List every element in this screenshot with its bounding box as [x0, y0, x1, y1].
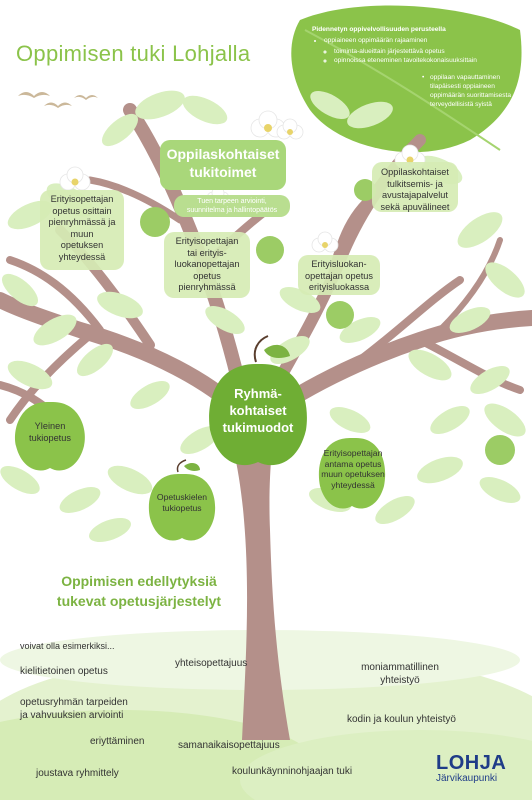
general-tutoring-apple	[16, 421, 84, 444]
heading-line: tukevat opetusjärjestelyt	[56, 592, 222, 609]
apple-line: tukiopetus	[29, 432, 71, 443]
subtitle-line: Tuen tarpeen arviointi,	[197, 198, 267, 205]
branch-line: erityisluokassa	[308, 282, 370, 292]
small-group-teacher-text	[40, 194, 124, 263]
item-line: moniammatillinen	[361, 662, 439, 673]
branch-line: yhteydessä	[58, 251, 106, 262]
logo-name: LOHJA	[436, 752, 507, 774]
individual-support-title	[160, 146, 286, 181]
lohja-logo	[436, 752, 506, 784]
individual-title-line: Oppilaskohtaiset	[166, 146, 280, 162]
arrangement-guidance: koulunkäynninohjaajan tuki	[232, 766, 353, 777]
branch-line: sekä apuvälineet	[380, 201, 450, 212]
group-line: kohtaiset	[229, 402, 287, 418]
arrangement-language-teaching: kielitietoinen opetus	[20, 666, 108, 677]
branch-line: Oppilaskohtaiset	[381, 167, 449, 177]
apple-line: muun opetuksen	[321, 469, 385, 480]
leaf-note-subitem: ◦ toiminta-alueittain järjestettävä opetus	[334, 48, 522, 57]
subtitle-line: suunnitelma ja hallintopäätös	[186, 207, 278, 215]
branch-line: muun	[70, 228, 94, 239]
group-line: Ryhmä-	[234, 386, 282, 401]
apple-line: Opetuskielen	[156, 492, 208, 502]
branch-line: pienryhmässä ja	[48, 217, 116, 227]
logo-subtitle: Järvikaupunki	[436, 773, 498, 784]
branch-line: avustajapalvelut	[382, 190, 448, 200]
interpretation-services-text	[372, 167, 458, 213]
class-teacher-text	[164, 236, 250, 294]
page-title: Oppimisen tuki Lohjalla	[16, 41, 251, 66]
item-line: yhteistyö	[380, 674, 420, 686]
language-tutoring-apple	[150, 492, 214, 513]
branch-line: opetuksen	[60, 240, 104, 250]
item-line: opetusryhmän tarpeiden	[20, 697, 128, 708]
apple-line: tukiopetus	[162, 502, 202, 513]
apple-line: antama opetus	[324, 458, 382, 469]
arrangement-differentiation: eriyttäminen	[90, 736, 145, 747]
group-support-title	[210, 386, 306, 437]
branch-line: opetus osittain	[52, 205, 112, 216]
branch-line: tai erityis-	[187, 247, 227, 258]
arrangements-intro: voivat olla esimerkiksi...	[20, 641, 115, 651]
arrangements-heading	[24, 572, 254, 611]
apple-line: Yleinen	[34, 421, 66, 431]
leaf-note-extra-text: oppilaan vapauttaminen tilapäisesti oppiaineen oppimäärän suorittamisesta terveydellisistä syistä	[430, 74, 511, 108]
arrangement-assessment	[20, 697, 128, 722]
branch-line: Erityisopettajan	[50, 194, 114, 204]
individual-support-subtitle	[174, 197, 290, 215]
arrangement-home-school: kodin ja koulun yhteistyö	[347, 714, 456, 725]
leaf-note-subitem: ◦ opinnoissa eteneminen tavoitekokonaisuuksittain	[334, 57, 522, 66]
leaf-note-extra: • oppilaan vapauttaminen tilapäisesti oppiaineen oppimäärän suorittamisesta terveydellisistä syistä	[422, 74, 511, 108]
leaf-note-item	[324, 37, 522, 66]
apple-line: Erityisopettajan	[323, 448, 383, 458]
birds-icon	[18, 92, 98, 108]
branch-line: Erityisluokan-	[311, 259, 367, 269]
branch-line: luokanopettajan	[174, 259, 240, 269]
leaf-note-list	[312, 37, 522, 66]
branch-line: Erityisopettajan	[175, 236, 239, 246]
special-teacher-other-apple	[318, 448, 388, 491]
arrangement-multiprofessional	[330, 662, 470, 687]
leaf-note-heading: Pidennetyn oppivelvollisuuden perusteella	[312, 26, 446, 33]
heading-line: Oppimisen edellytyksiä	[61, 573, 217, 589]
arrangement-co-teaching: yhteisopettajuus	[175, 658, 248, 669]
branch-line: opettajan opetus	[305, 270, 373, 281]
item-line: ja vahvuuksien arviointi	[20, 709, 124, 721]
leaf-note-item-text: oppiaineen oppimäärän rajaaminen	[324, 36, 428, 44]
branch-line: pienryhmässä	[178, 282, 236, 292]
branch-line: tulkitsemis- ja	[387, 178, 443, 189]
apple-line: yhteydessä	[331, 480, 375, 491]
branch-line: opetus	[193, 270, 221, 281]
group-line: tukimuodot	[222, 419, 294, 435]
arrangement-simultaneous: samanaikaisopettajuus	[178, 740, 280, 751]
leaf-note	[312, 26, 522, 66]
arrangement-flexible-grouping: joustava ryhmittely	[36, 768, 119, 779]
individual-title-line: tukitoimet	[189, 163, 257, 180]
special-class-text	[298, 259, 380, 294]
